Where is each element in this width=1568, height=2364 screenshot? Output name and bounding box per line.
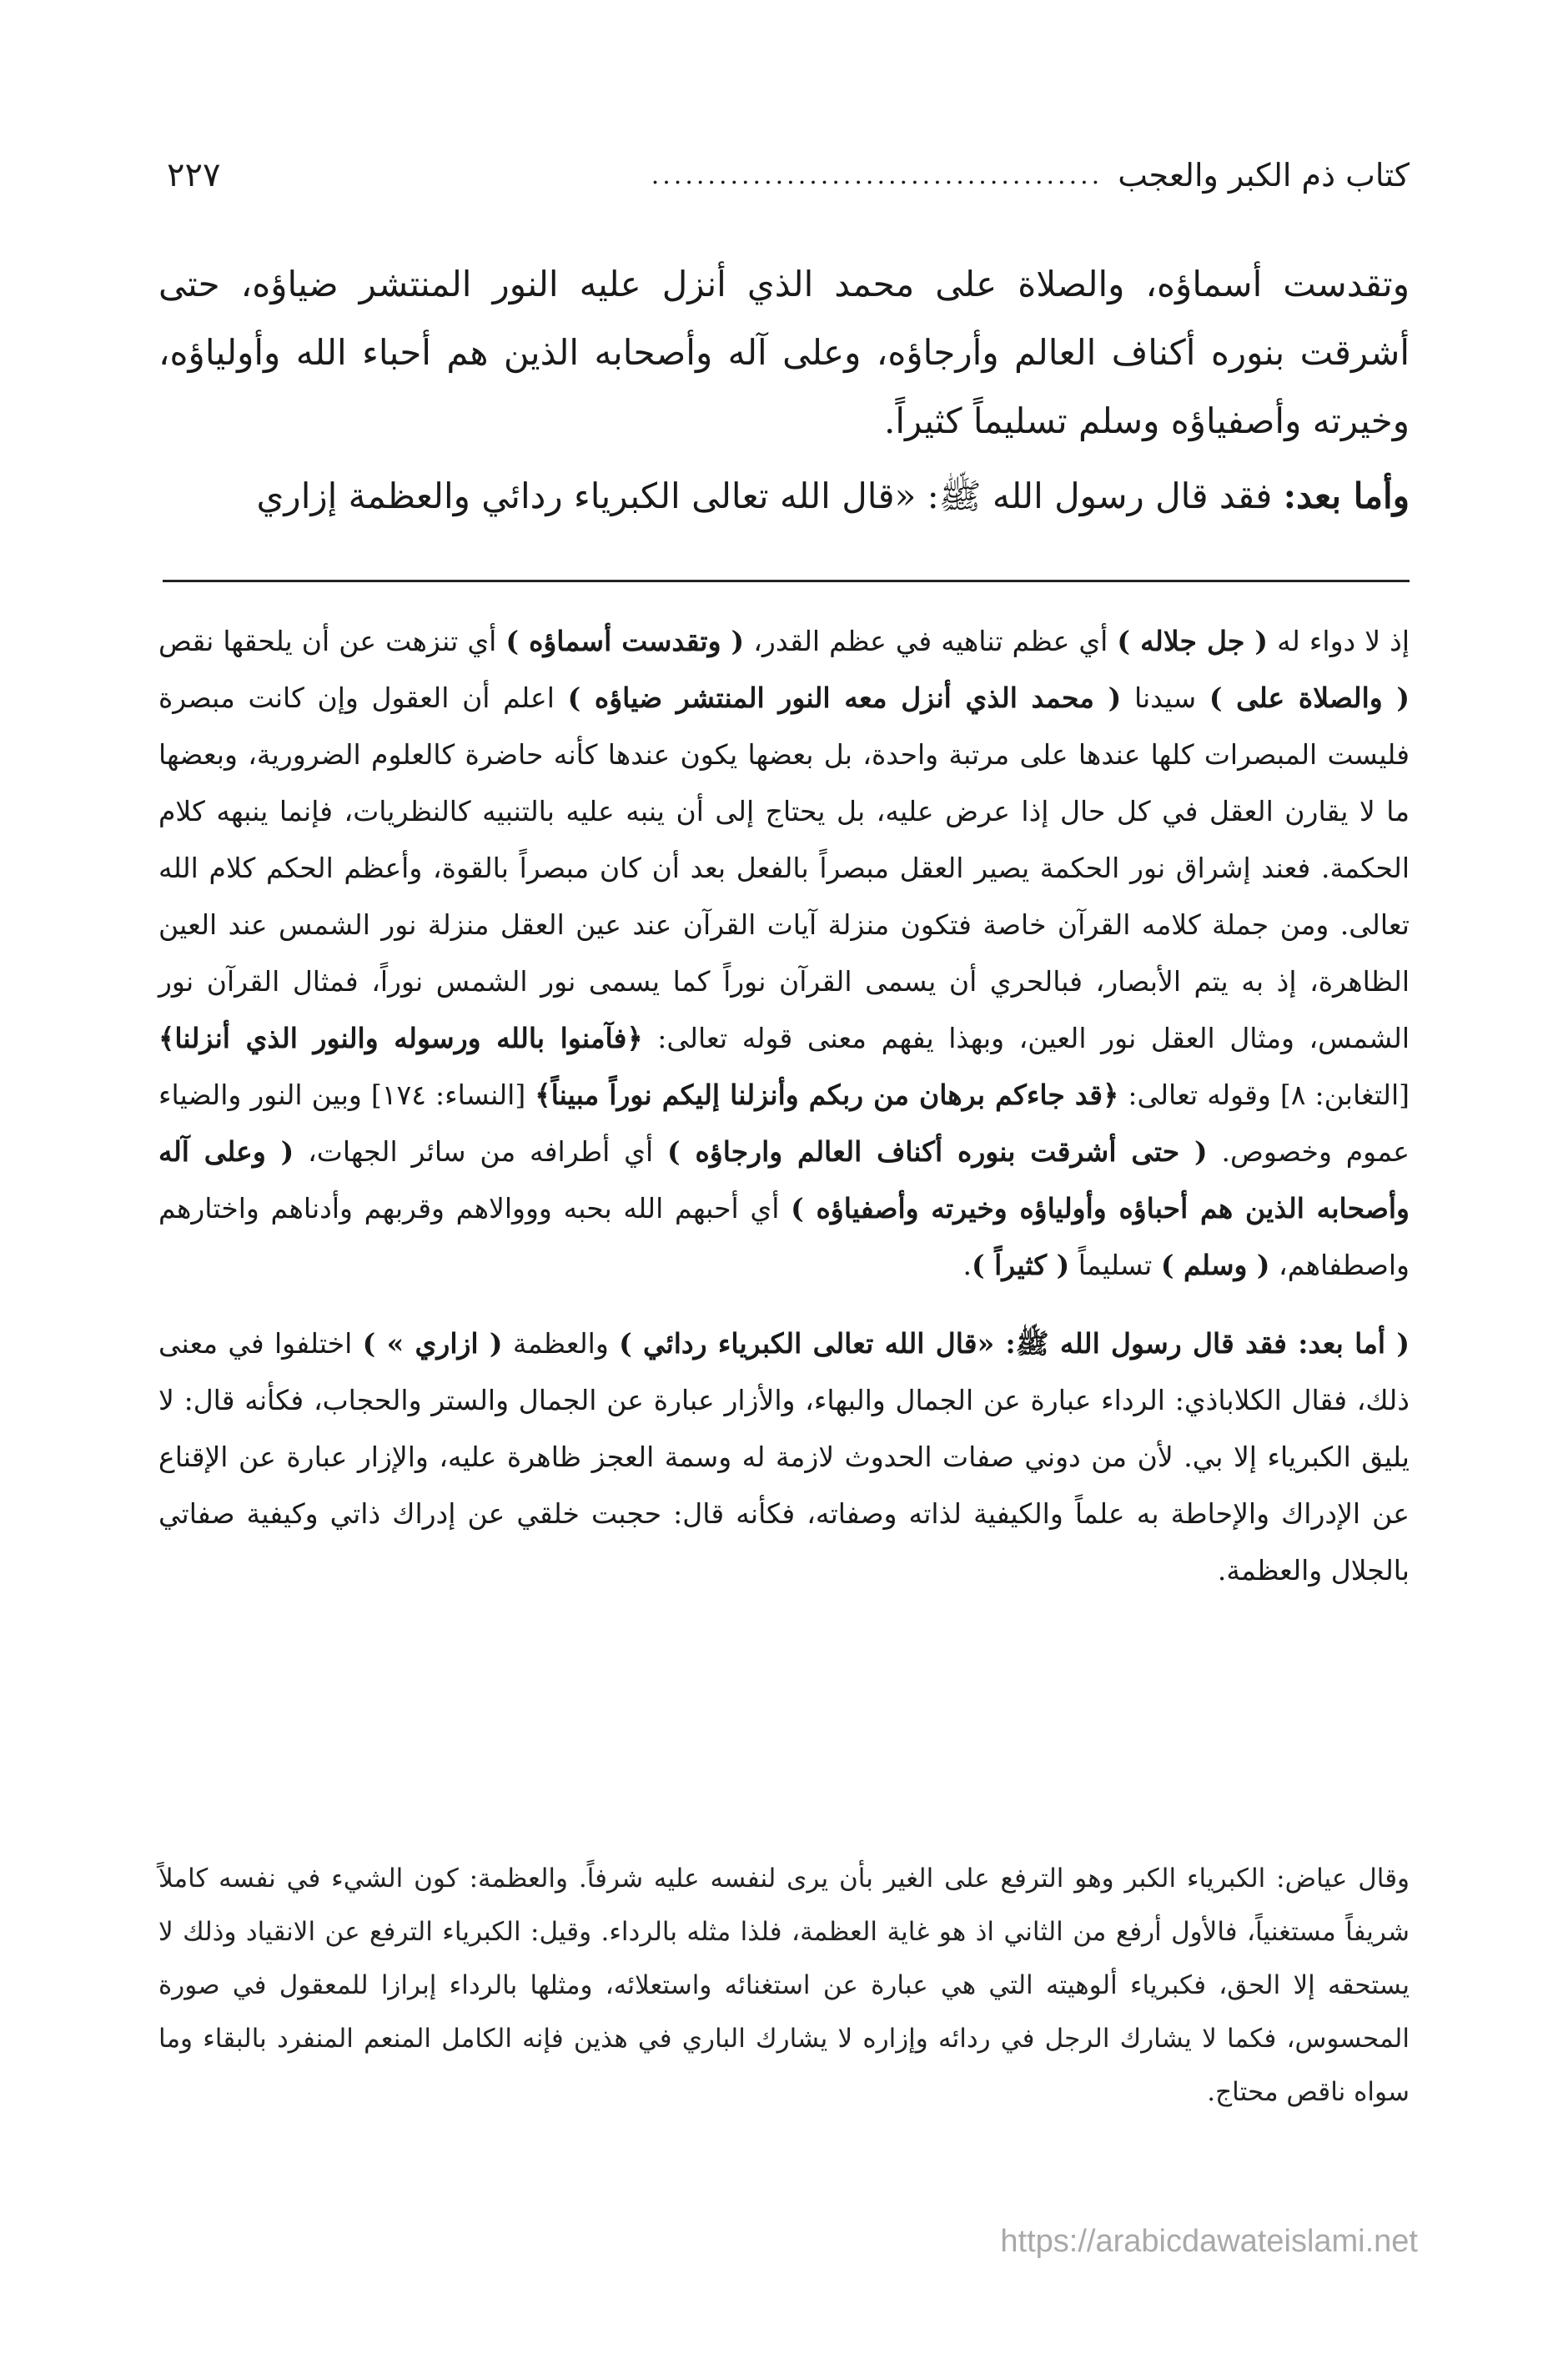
bold-phrase: ( جل جلاله ) (1117, 625, 1269, 657)
main-amma-paragraph (158, 462, 1410, 531)
plain-phrase: أي تنزهت عن أن يلحقها نقص (158, 625, 506, 657)
chapter-title: كتاب ذم الكبر والعجب (1118, 157, 1410, 194)
running-header (167, 150, 1410, 200)
bold-phrase: ( وسلم ) (1160, 1249, 1270, 1281)
plain-phrase: والعظمة (502, 1327, 620, 1360)
amma-text: فقد قال رسول الله ﷺ: «قال الله تعالى الكبرياء ردائي والعظمة إزاري (256, 475, 1284, 516)
page-number: ٢٢٧ (167, 156, 221, 194)
commentary-paragraph-1 (158, 613, 1410, 1294)
bold-phrase: ( وعلى آله وأصحابه الذين هم أحباؤه وأولياؤه وخيرته وأصفياؤه ) (158, 1135, 1410, 1225)
bold-phrase: ﴿قد جاءكم برهان من ربكم وأنزلنا إليكم نوراً مبيناً﴾ (535, 1079, 1119, 1111)
bold-phrase: ( وتقدست أسماؤه ) (505, 625, 745, 657)
plain-phrase: [النساء: ١٧٤] وبين النور والضياء عموم وخصوص. (158, 1079, 1410, 1168)
plain-phrase: . (962, 1249, 972, 1281)
leader-dots: ........................................ (651, 160, 1103, 190)
separator-line (163, 580, 1410, 582)
bold-phrase: ( محمد الذي أنزل معه النور المنتشر ضياؤه ) (567, 682, 1122, 714)
plain-phrase: [التغابن: ٨] وقوله تعالى: (1118, 1079, 1410, 1111)
bold-phrase: ( كثيراً ) (972, 1249, 1070, 1281)
bold-phrase: ( أما بعد: فقد قال رسول الله ﷺ: «قال الله تعالى الكبرياء ردائي ) (619, 1327, 1410, 1360)
plain-phrase: تسليماً (1069, 1249, 1161, 1281)
bold-phrase: ( حتى أشرقت بنوره أكناف العالم وارجاؤه ) (667, 1135, 1208, 1168)
plain-phrase: اختلفوا في معنى ذلك، فقال الكلاباذي: الرداء عبارة عن الجمال والبهاء، والأزار عبارة عن الجمال والستر والحجاب، فكأنه قال: لا يليق الكبرياء إلا بي. لأن من دوني صفات الحدوث لازمة له وسمة العجز ظاهرة عليه، والإزار عبارة عن الإقناع عن الإدراك والإحاطة به علماً والكيفية لذاته وصفاته، فكأنه قال: حجبت خلقي عن إدراك ذاتي وكيفية صفاتي بالجلال والعظمة. (158, 1327, 1410, 1587)
main-intro-paragraph: وتقدست أسماؤه، والصلاة على محمد الذي أنزل عليه النور المنتشر ضياؤه، حتى أشرقت بنوره أكناف العالم وأرجاؤه، وعلى آله وأصحابه الذين هم أحباء الله وأولياؤه، وخيرته وأصفياؤه وسلم تسليماً كثيراً. (158, 264, 1410, 441)
commentary-paragraph-2 (158, 1315, 1410, 1599)
plain-phrase: أي عظم تناهيه في عظم القدر، (744, 625, 1118, 657)
footnote-paragraph: وقال عياض: الكبرياء الكبر وهو الترفع على الغير بأن يرى لنفسه عليه شرفاً. والعظمة: كون الشيء في نفسه كاملاً شريفاً مستغنياً، فالأول أرفع من الثاني اذ هو غاية العظمة، فلذا مثله بالرداء. وقيل: الكبرياء الترفع عن الانقياد وذلك لا يستحقه إلا الحق، فكبرياء ألوهيته التي هي عبارة عن استغنائه واستعلائه، ومثلها بالرداء إبرازا للمعقول في صورة المحسوس، فكما لا يشارك الرجل في ردائه وإزاره لا يشارك الباري في هذين فإنه الكامل المنعم المنفرد بالبقاء وما سواه ناقص محتاج. (158, 1864, 1410, 2107)
main-text (158, 250, 1410, 531)
plain-phrase: أي أحبهم الله بحبه وووالاهم وقربهم وأدناهم واختارهم واصطفاهم، (158, 1192, 1410, 1281)
commentary-text (158, 613, 1410, 1599)
bold-phrase: ( ازاري » ) (362, 1327, 503, 1360)
footnote-text (158, 1852, 1410, 2119)
site-watermark: https://arabicdawateislami.net (1000, 2224, 1418, 2259)
bold-phrase: ( والصلاة على ) (1209, 682, 1410, 714)
plain-phrase: إذ لا دواء له (1268, 625, 1410, 657)
plain-phrase: سيدنا (1121, 682, 1209, 714)
plain-phrase: أي أطرافه من سائر الجهات، (294, 1135, 668, 1168)
plain-phrase: اعلم أن العقول وإن كانت مبصرة فليست المبصرات كلها عندها على مرتبة واحدة، بل بعضها يكون عندها كأنه حاضرة كالعلوم الضرورية، وبعضها ما لا يقارن العقل في كل حال إذا عرض عليه، بل يحتاج إلى أن ينبه عليه بالتنبيه كالنظريات، فإنما ينبهه كلام الحكمة. فعند إشراق نور الحكمة يصير العقل مبصراً بالفعل بعد أن كان مبصراً بالقوة، وأعظم الحكم كلام الله تعالى. ومن جملة كلامه القرآن خاصة فتكون منزلة آيات القرآن عند عين العقل منزلة نور الشمس عند العين الظاهرة، إذ به يتم الأبصار، فبالحري أن يسمى القرآن نوراً كما يسمى نور الشمس نوراً، فمثال القرآن نور الشمس، ومثال العقل نور العين، وبهذا يفهم معنى قوله تعالى: (158, 682, 1410, 1054)
bold-phrase: ﴿فآمنوا بالله ورسوله والنور الذي أنزلنا﴾ (158, 1022, 643, 1054)
amma-lead: وأما بعد: (1283, 475, 1410, 516)
